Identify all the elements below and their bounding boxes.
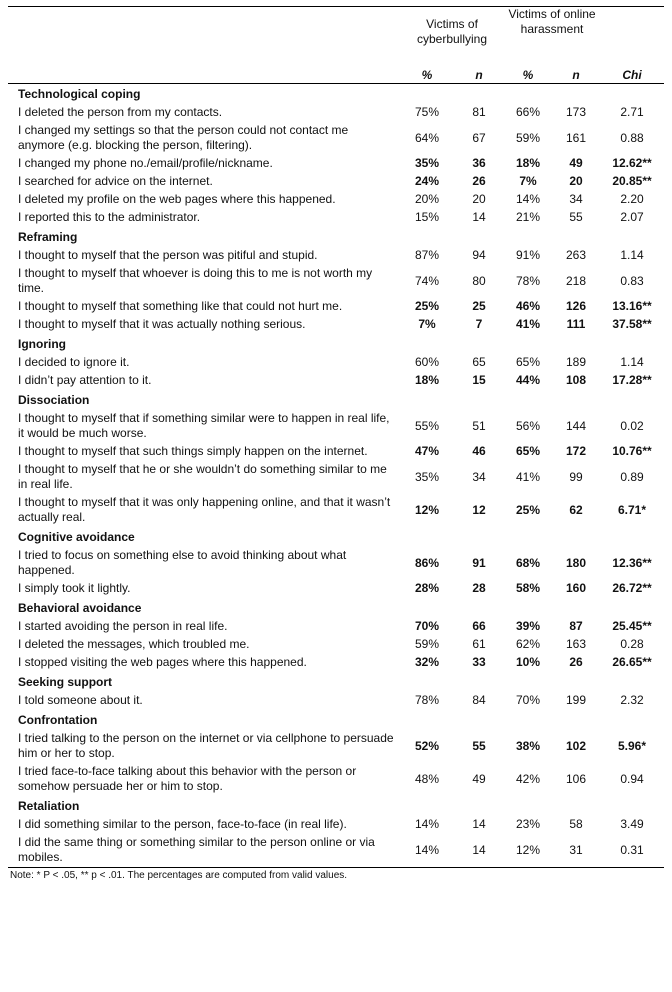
n-cyberbullying: 20 — [472, 192, 486, 206]
row-label: I did the same thing or something similar to the person online or via mobiles. — [18, 835, 375, 864]
n-cyberbullying: 94 — [472, 248, 486, 262]
n-harassment: 180 — [566, 555, 587, 570]
row-label: I thought to myself that it was only happening online, and that it wasn’t actually real. — [18, 495, 391, 524]
n-harassment: 106 — [566, 771, 587, 786]
pct-cyberbullying: 20% — [414, 192, 440, 206]
chi-value: 0.28 — [620, 637, 644, 651]
section-header-row — [8, 598, 664, 618]
header-chi: Chi — [600, 65, 664, 84]
table-row — [8, 618, 664, 636]
section-title: Behavioral avoidance — [18, 601, 142, 615]
section-title: Ignoring — [18, 337, 66, 351]
section-header-row — [8, 672, 664, 692]
n-cyberbullying: 14 — [472, 817, 486, 831]
n-harassment: 161 — [566, 130, 587, 145]
n-cyberbullying: 55 — [472, 738, 486, 753]
n-cyberbullying: 61 — [472, 637, 486, 651]
n-harassment: 189 — [566, 355, 587, 369]
pct-harassment: 44% — [516, 373, 541, 387]
pct-harassment: 66% — [516, 105, 541, 119]
chi-value: 26.72** — [612, 581, 652, 595]
header-pct-cyberbullying: % — [400, 65, 454, 84]
table-row — [8, 316, 664, 334]
chi-value: 37.58** — [612, 317, 652, 331]
table-row — [8, 763, 664, 796]
pct-harassment: 18% — [516, 156, 541, 170]
pct-cyberbullying: 14% — [414, 842, 440, 857]
pct-harassment: 78% — [516, 273, 541, 288]
table-row — [8, 410, 664, 443]
pct-harassment: 91% — [516, 248, 541, 262]
table-row — [8, 443, 664, 461]
pct-cyberbullying: 70% — [414, 619, 440, 633]
n-cyberbullying: 81 — [472, 105, 486, 119]
pct-harassment: 65% — [516, 444, 541, 458]
n-cyberbullying: 91 — [472, 555, 486, 570]
section-header-row — [8, 334, 664, 354]
n-harassment: 172 — [566, 444, 587, 458]
pct-cyberbullying: 18% — [414, 373, 440, 387]
section-header-row — [8, 84, 664, 105]
header-n-harassment: n — [552, 65, 600, 84]
row-label: I thought to myself that the person was pitiful and stupid. — [18, 248, 318, 262]
pct-cyberbullying: 78% — [414, 693, 440, 707]
n-harassment: 102 — [566, 738, 587, 753]
pct-cyberbullying: 59% — [414, 637, 440, 651]
header-blank-chi — [600, 7, 664, 66]
pct-harassment: 14% — [516, 192, 541, 206]
pct-cyberbullying: 32% — [414, 655, 440, 669]
n-harassment: 144 — [566, 418, 587, 433]
header-blank — [8, 7, 400, 66]
row-label: I thought to myself that if something similar were to happen in real life, it would be much worse. — [18, 411, 390, 440]
pct-cyberbullying: 7% — [418, 317, 436, 331]
pct-harassment: 12% — [516, 842, 541, 857]
chi-value: 5.96* — [618, 738, 647, 753]
n-cyberbullying: 66 — [472, 619, 486, 633]
pct-harassment: 39% — [516, 619, 541, 633]
n-harassment: 31 — [569, 842, 583, 857]
table-note: Note: * P < .05, ** p < .01. The percentages are computed from valid values. — [10, 870, 348, 881]
n-cyberbullying: 67 — [472, 130, 486, 145]
table-container — [8, 0, 668, 881]
row-label: I did something similar to the person, face-to-face (in real life). — [18, 817, 347, 831]
section-header-row — [8, 710, 664, 730]
chi-value: 26.65** — [612, 655, 652, 669]
chi-value: 0.88 — [620, 130, 644, 145]
pct-harassment: 7% — [519, 174, 537, 188]
row-label: I deleted my profile on the web pages where this happened. — [18, 192, 336, 206]
n-cyberbullying: 84 — [472, 693, 486, 707]
pct-harassment: 41% — [516, 317, 541, 331]
table-row — [8, 654, 664, 672]
pct-cyberbullying: 74% — [414, 273, 440, 288]
header-pct-harassment: % — [504, 65, 552, 84]
pct-harassment: 70% — [516, 693, 541, 707]
table-row — [8, 354, 664, 372]
pct-harassment: 25% — [516, 502, 541, 517]
pct-cyberbullying: 28% — [414, 581, 440, 595]
chi-value: 6.71* — [618, 502, 647, 517]
n-harassment: 173 — [566, 105, 587, 119]
pct-harassment: 56% — [516, 418, 541, 433]
n-harassment: 87 — [569, 619, 583, 633]
table-row — [8, 816, 664, 834]
n-harassment: 55 — [569, 210, 583, 224]
n-harassment: 99 — [569, 469, 583, 484]
chi-value: 0.89 — [620, 469, 644, 484]
pct-harassment: 10% — [516, 655, 541, 669]
row-label: I thought to myself that whoever is doing this to me is not worth my time. — [18, 266, 373, 295]
chi-value: 2.20 — [620, 192, 644, 206]
table-row — [8, 372, 664, 390]
table-row — [8, 247, 664, 265]
chi-value: 0.02 — [620, 418, 644, 433]
section-title: Confrontation — [18, 713, 98, 727]
pct-cyberbullying: 55% — [414, 418, 440, 433]
chi-value: 3.49 — [620, 817, 644, 831]
pct-harassment: 68% — [516, 555, 541, 570]
row-label: I reported this to the administrator. — [18, 210, 201, 224]
chi-value: 10.76** — [612, 444, 652, 458]
n-harassment: 34 — [569, 192, 583, 206]
table-row — [8, 494, 664, 527]
pct-cyberbullying: 60% — [414, 355, 440, 369]
chi-value: 1.14 — [620, 248, 644, 262]
section-title: Reframing — [18, 230, 78, 244]
table-row — [8, 209, 664, 227]
n-cyberbullying: 34 — [472, 469, 486, 484]
pct-cyberbullying: 24% — [414, 174, 440, 188]
n-cyberbullying: 14 — [472, 210, 486, 224]
table-row — [8, 298, 664, 316]
chi-value: 17.28** — [612, 373, 652, 387]
pct-cyberbullying: 35% — [414, 469, 440, 484]
section-title: Cognitive avoidance — [18, 530, 135, 544]
section-header-row — [8, 527, 664, 547]
chi-value: 20.85** — [612, 174, 652, 188]
chi-value: 0.83 — [620, 273, 644, 288]
pct-cyberbullying: 35% — [414, 156, 440, 170]
n-cyberbullying: 28 — [472, 581, 486, 595]
pct-harassment: 65% — [516, 355, 541, 369]
section-header-row — [8, 796, 664, 816]
table-row — [8, 265, 664, 298]
n-cyberbullying: 26 — [472, 174, 486, 188]
pct-harassment: 23% — [516, 817, 541, 831]
row-label: I tried to focus on something else to avoid thinking about what happened. — [18, 548, 347, 577]
pct-cyberbullying: 47% — [414, 444, 440, 458]
chi-value: 2.71 — [620, 105, 644, 119]
pct-cyberbullying: 12% — [414, 502, 440, 517]
n-cyberbullying: 49 — [472, 771, 486, 786]
row-label: I tried talking to the person on the internet or via cellphone to persuade him or her to stop. — [18, 731, 394, 760]
n-cyberbullying: 46 — [472, 444, 486, 458]
table-row — [8, 173, 664, 191]
n-harassment: 58 — [569, 817, 583, 831]
row-label: I thought to myself that it was actually nothing serious. — [18, 317, 306, 331]
n-harassment: 108 — [566, 373, 587, 387]
n-cyberbullying: 12 — [472, 502, 486, 517]
n-cyberbullying: 33 — [472, 655, 486, 669]
row-label: I started avoiding the person in real life. — [18, 619, 228, 633]
section-header-row — [8, 227, 664, 247]
n-cyberbullying: 36 — [472, 156, 486, 170]
n-harassment: 49 — [569, 156, 583, 170]
chi-value: 12.36** — [612, 555, 652, 570]
pct-harassment: 41% — [516, 469, 541, 484]
pct-cyberbullying: 86% — [414, 555, 440, 570]
pct-harassment: 58% — [516, 581, 541, 595]
section-title: Technological coping — [18, 87, 141, 101]
chi-value: 2.07 — [620, 210, 644, 224]
row-label: I tried face-to-face talking about this behavior with the person or somehow persuade her or him to stop. — [18, 764, 357, 793]
chi-value: 1.14 — [620, 355, 644, 369]
pct-cyberbullying: 25% — [414, 299, 440, 313]
section-header-row — [8, 390, 664, 410]
table-row — [8, 547, 664, 580]
n-cyberbullying: 14 — [472, 842, 486, 857]
pct-cyberbullying: 14% — [414, 817, 440, 831]
table-body — [8, 84, 664, 868]
row-label: I thought to myself that he or she wouldn’t do something similar to me in real life. — [18, 462, 387, 491]
pct-cyberbullying: 87% — [414, 248, 440, 262]
row-label: I deleted the person from my contacts. — [18, 105, 223, 119]
table-row — [8, 730, 664, 763]
table-row — [8, 122, 664, 155]
row-label: I decided to ignore it. — [18, 355, 130, 369]
n-cyberbullying: 15 — [472, 373, 486, 387]
pct-harassment: 38% — [516, 738, 541, 753]
table-row — [8, 692, 664, 710]
chi-value: 0.31 — [620, 842, 644, 857]
row-label: I thought to myself that something like that could not hurt me. — [18, 299, 343, 313]
header-blank-item — [8, 65, 400, 84]
pct-harassment: 46% — [516, 299, 541, 313]
n-harassment: 163 — [566, 637, 587, 651]
pct-cyberbullying: 75% — [414, 105, 440, 119]
row-label: I searched for advice on the internet. — [18, 174, 213, 188]
row-label: I told someone about it. — [18, 693, 143, 707]
table-row — [8, 636, 664, 654]
n-harassment: 26 — [569, 655, 583, 669]
row-label: I simply took it lightly. — [18, 581, 131, 595]
row-label: I changed my phone no./email/profile/nickname. — [18, 156, 273, 170]
section-title: Dissociation — [18, 393, 90, 407]
n-harassment: 126 — [566, 299, 587, 313]
table-row — [8, 580, 664, 598]
pct-harassment: 59% — [516, 130, 541, 145]
chi-value: 2.32 — [620, 693, 644, 707]
n-harassment: 218 — [566, 273, 587, 288]
table-row — [8, 191, 664, 209]
n-cyberbullying: 7 — [475, 317, 483, 331]
n-harassment: 62 — [569, 502, 583, 517]
n-cyberbullying: 80 — [472, 273, 486, 288]
chi-value: 12.62** — [612, 156, 652, 170]
table-row — [8, 155, 664, 173]
row-label: I changed my settings so that the person could not contact me anymore (e.g. blocking the person, filtering). — [18, 123, 349, 152]
n-harassment: 199 — [566, 693, 587, 707]
pct-harassment: 62% — [516, 637, 541, 651]
n-cyberbullying: 25 — [472, 299, 486, 313]
row-label: I deleted the messages, which troubled me. — [18, 637, 250, 651]
header-n-cyberbullying: n — [454, 65, 504, 84]
n-cyberbullying: 65 — [472, 355, 486, 369]
n-harassment: 111 — [566, 317, 586, 331]
pct-harassment: 42% — [516, 771, 541, 786]
pct-cyberbullying: 52% — [414, 738, 440, 753]
table-row — [8, 104, 664, 122]
row-label: I didn’t pay attention to it. — [18, 373, 152, 387]
pct-harassment: 21% — [516, 210, 541, 224]
table-row — [8, 834, 664, 868]
pct-cyberbullying: 48% — [414, 771, 440, 786]
row-label: I stopped visiting the web pages where this happened. — [18, 655, 307, 669]
pct-cyberbullying: 64% — [414, 130, 440, 145]
chi-value: 13.16** — [612, 299, 652, 313]
n-harassment: 160 — [566, 581, 587, 595]
header-group-cyberbullying: Victims of cyberbullying — [416, 17, 488, 46]
n-harassment: 263 — [566, 248, 587, 262]
chi-value: 25.45** — [612, 619, 652, 633]
n-cyberbullying: 51 — [472, 418, 486, 433]
table-row — [8, 461, 664, 494]
chi-value: 0.94 — [620, 771, 644, 786]
coping-strategies-table — [8, 6, 664, 868]
row-label: I thought to myself that such things simply happen on the internet. — [18, 444, 368, 458]
pct-cyberbullying: 15% — [414, 210, 440, 224]
n-harassment: 20 — [569, 174, 583, 188]
section-title: Seeking support — [18, 675, 113, 689]
section-title: Retaliation — [18, 799, 80, 813]
header-group-online-harassment: Victims of online harassment — [508, 7, 596, 36]
